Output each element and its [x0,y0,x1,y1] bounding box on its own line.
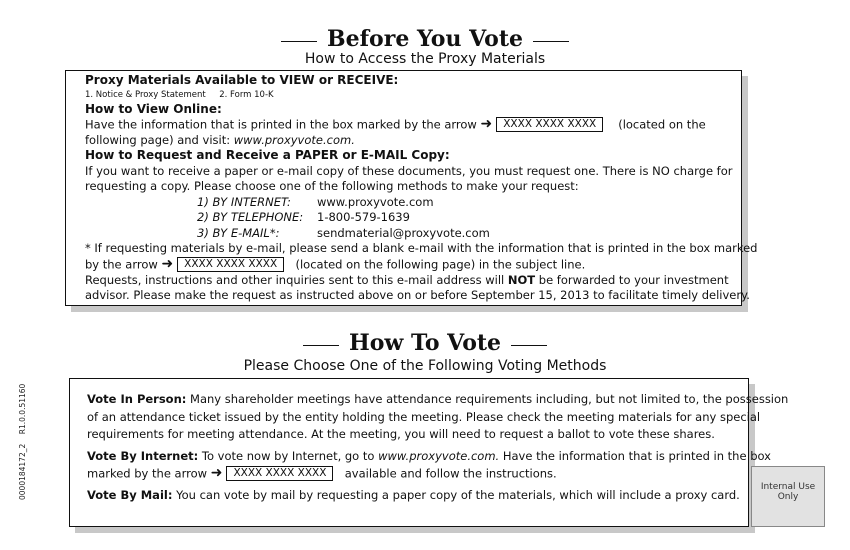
vote-by-internet-text: available and follow the instructions. [344,466,557,481]
title-rule-right [533,41,569,42]
method-label: 2) BY TELEPHONE: [197,210,304,225]
vote-by-internet-text: marked by the arrow [87,466,208,481]
method-value[interactable]: sendmaterial@proxyvote.com [317,225,490,240]
vote-by-internet-text: Have the information that is printed in the box [499,448,771,463]
method-label: 3) BY E-MAIL*: [197,225,280,240]
vote-in-person-text: of an attendance ticket issued by the entity holding the meeting. Please check the meeting materials for any special [87,409,761,424]
footer-text-end: be forwarded to your investment [535,272,729,287]
view-text-following: following page) and visit: [85,132,234,147]
vote-in-person-text: requirements for meeting attendance. At the meeting, you will need to request a ballot to vote these shares. [87,427,715,441]
vote-by-internet-heading: Vote By Internet: [87,448,199,463]
arrow-icon: ➜ [480,116,493,132]
internal-use-box: Internal Use Only [751,466,825,527]
email-note-2 [85,257,731,273]
request-text-2: requesting a copy. Please choose one of the following methods to make your request: [85,179,579,194]
vote-in-person-heading: Vote In Person: [87,392,187,406]
proxy-materials-box [65,70,758,306]
method-value[interactable]: www.proxyvote.com [317,194,434,209]
method-email [197,226,731,242]
arrow-icon: ➜ [161,255,174,272]
vote-in-person [87,391,789,444]
vote-by-mail-heading: Vote By Mail: [87,487,173,502]
email-note-1: * If requesting materials by e-mail, please send a blank e-mail with the information that is printed in the box marked [85,241,758,256]
method-value: 1-800-579-1639 [317,210,410,225]
before-you-vote-subtitle: How to Access the Proxy Materials [304,51,546,67]
how-to-vote-title [0,330,850,356]
method-telephone [197,210,731,226]
vote-by-internet [87,448,771,483]
title-rule-left [281,41,317,42]
view-text: Have the information that is printed in the box marked by the arrow [85,117,477,132]
title-rule-left [303,345,339,346]
control-number-box: XXXX XXXX XXXX [177,257,284,272]
email-note-located: (located on the following page) in the subject line. [295,257,586,271]
footer-line-2: advisor. Please make the request as instructed above on or before September 15, 2013 to facilitate timely delivery. [85,288,750,302]
title-text: Before You Vote [327,26,523,52]
view-online-heading: How to View Online: [85,101,222,116]
request-heading: How to Request and Receive a PAPER or E-MAIL Copy: [85,148,450,163]
title-text: How To Vote [348,330,502,356]
proxyvote-link[interactable]: www.proxyvote.com. [233,132,355,147]
request-methods [197,195,731,242]
method-internet [197,195,731,211]
method-label: 1) BY INTERNET: [197,194,291,209]
materials-heading: Proxy Materials Available to VIEW or RECEIVE: [85,73,399,87]
control-number-box: XXXX XXXX XXXX [496,117,603,132]
materials-list: 1. Notice & Proxy Statement 2. Form 10-K [85,89,274,100]
before-you-vote-title [0,26,850,52]
title-rule-right [511,345,547,346]
view-online-line-1 [85,117,731,133]
side-document-code: 0000184172_2 R1.0.0.51160 [18,383,27,500]
control-number-box: XXXX XXXX XXXX [226,466,333,481]
vote-by-mail [87,487,738,505]
email-note-arrow-text: by the arrow [85,257,158,271]
footer-line-1 [85,273,731,289]
vote-by-internet-text: To vote now by Internet, go to [198,448,379,463]
vote-in-person-text: Many shareholder meetings have attendance requirements including, but not limited to, the possession [186,392,789,406]
how-to-vote-subtitle: Please Choose One of the Following Voting Methods [243,358,607,374]
request-text-1: If you want to receive a paper or e-mail copy of these documents, you must request one. There is NO charge for [85,163,733,178]
footer-text: Requests, instructions and other inquiries sent to this e-mail address will [85,272,508,287]
footer-not: NOT [507,272,536,287]
vote-by-mail-text: You can vote by mail by requesting a paper copy of the materials, which will include a proxy card. [172,487,740,502]
proxyvote-link[interactable]: www.proxyvote.com. [378,448,500,463]
view-text-located: (located on the [618,117,706,132]
arrow-icon: ➜ [210,465,223,481]
view-online-line-2 [85,133,731,149]
